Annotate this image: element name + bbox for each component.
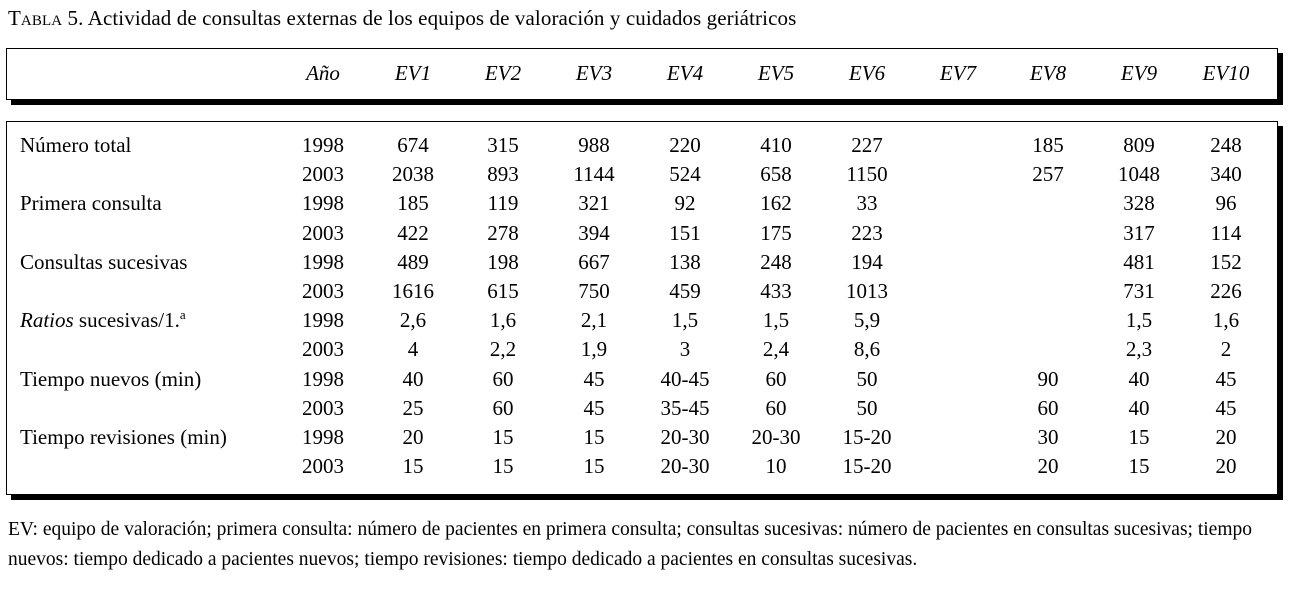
table-cell: 2,4 [762, 337, 790, 362]
table-cell: 20 [1215, 425, 1237, 449]
row-year: 1998 [302, 249, 344, 274]
table-cell: 15 [1128, 454, 1150, 479]
row-year: 1998 [302, 191, 344, 216]
table-cell: 226 [1210, 279, 1242, 303]
column-header: Año [306, 61, 340, 85]
row-label: Número total [20, 133, 132, 157]
row-year: 1998 [302, 308, 344, 333]
table-cell: 33 [856, 191, 878, 216]
table-cell: 1,5 [671, 308, 699, 333]
table-cell: 151 [669, 220, 701, 245]
table-cell: 731 [1123, 279, 1155, 303]
row-label: Consultas sucesivas [20, 249, 188, 274]
table-cell: 20 [402, 425, 424, 449]
column-header: EV5 [757, 61, 795, 85]
table-cell: 15 [492, 454, 514, 479]
table-cell: 96 [1215, 191, 1237, 216]
table-cell: 658 [760, 162, 792, 187]
table-cell: 45 [1215, 366, 1237, 391]
table-cell: 40 [402, 366, 424, 391]
table-cell: 15-20 [842, 454, 892, 479]
table-cell: 750 [578, 279, 610, 303]
table-cell: 674 [397, 133, 429, 157]
table-cell: 524 [669, 162, 701, 187]
table-cell: 1,5 [1125, 308, 1153, 333]
table-cell: 20-30 [660, 454, 710, 479]
table-cell: 8,6 [853, 337, 881, 362]
row-year: 1998 [302, 425, 344, 449]
table-cell: 3 [679, 337, 691, 362]
table-cell: 328 [1123, 191, 1155, 216]
column-header: EV1 [394, 61, 432, 85]
table-header-box [6, 48, 1278, 100]
table-cell: 185 [1032, 133, 1064, 157]
table-cell: 20 [1037, 454, 1059, 479]
table-cell: 257 [1032, 162, 1064, 187]
table-cell: 50 [856, 395, 878, 420]
table-cell: 15 [583, 454, 605, 479]
table-cell: 1150 [846, 162, 888, 187]
table-cell: 2,1 [580, 308, 608, 333]
row-year: 1998 [302, 133, 344, 157]
table-cell: 90 [1037, 366, 1059, 391]
table-cell: 152 [1210, 249, 1242, 274]
row-year: 1998 [302, 366, 344, 391]
table-cell: 410 [760, 133, 792, 157]
table-cell: 60 [492, 366, 514, 391]
table-cell: 321 [578, 191, 610, 216]
table-cell: 394 [578, 220, 610, 245]
table-cell: 667 [578, 249, 610, 274]
table-cell: 223 [851, 220, 883, 245]
table-cell: 35-45 [660, 395, 710, 420]
row-label-italic: Ratios [20, 308, 74, 333]
table-cell: 60 [1037, 395, 1059, 420]
row-year: 2003 [302, 162, 344, 187]
column-header: EV6 [848, 61, 886, 85]
table-cell: 198 [487, 249, 519, 274]
table-cell: 1,5 [762, 308, 790, 333]
table-cell: 45 [583, 395, 605, 420]
table-cell: 92 [674, 191, 696, 216]
table-cell: 248 [760, 249, 792, 274]
column-header: EV3 [575, 61, 613, 85]
table-cell: 1,6 [489, 308, 517, 333]
table-cell: 227 [851, 133, 883, 157]
table-cell: 40 [1128, 366, 1150, 391]
table-cell: 220 [669, 133, 701, 157]
column-header: EV2 [484, 61, 522, 85]
table-cell: 5,9 [853, 308, 881, 333]
table-cell: 15 [492, 425, 514, 449]
table-cell: 433 [760, 279, 792, 303]
table-cell: 50 [856, 366, 878, 391]
table-cell: 809 [1123, 133, 1155, 157]
column-header: EV7 [939, 61, 977, 85]
table-cell: 340 [1210, 162, 1242, 187]
column-header: EV10 [1202, 61, 1250, 85]
row-year: 2003 [302, 454, 344, 479]
table-cell: 2,6 [399, 308, 427, 333]
table-cell: 459 [669, 279, 701, 303]
caption-number: 5. [67, 6, 84, 30]
table-cell: 317 [1123, 220, 1155, 245]
table-caption [8, 6, 796, 31]
table-cell: 893 [487, 162, 519, 187]
row-year: 2003 [302, 220, 344, 245]
table-cell: 15-20 [842, 425, 892, 449]
table-cell: 20 [1215, 454, 1237, 479]
table-cell: 10 [765, 454, 787, 479]
table-cell: 25 [402, 395, 424, 420]
table-cell: 138 [669, 249, 701, 274]
table-cell: 194 [851, 249, 883, 274]
table-cell: 60 [765, 395, 787, 420]
table-cell: 30 [1037, 425, 1059, 449]
table-cell: 119 [487, 191, 519, 216]
table-cell: 40-45 [660, 366, 710, 391]
table-cell: 162 [760, 191, 792, 216]
row-label: Primera consulta [20, 191, 162, 216]
row-label: Tiempo nuevos (min) [20, 366, 202, 391]
table-cell: 2,2 [489, 337, 517, 362]
column-header: EV8 [1029, 61, 1067, 85]
table-cell: 45 [1215, 395, 1237, 420]
row-year: 2003 [302, 279, 344, 303]
table-cell: 185 [397, 191, 429, 216]
table-cell: 15 [583, 425, 605, 449]
table-cell: 278 [487, 220, 519, 245]
row-label-superscript: a [179, 307, 186, 323]
table-cell: 1616 [392, 279, 434, 303]
row-label-rest: sucesivas/1. [73, 308, 180, 333]
table-cell: 988 [578, 133, 610, 157]
table-cell: 20-30 [751, 425, 801, 449]
table-cell: 422 [397, 220, 429, 245]
table-cell: 15 [402, 454, 424, 479]
table-cell: 248 [1210, 133, 1242, 157]
caption-prefix: Tabla [8, 6, 63, 30]
table-cell: 114 [1210, 220, 1242, 245]
column-header: EV9 [1120, 61, 1158, 85]
table-cell: 315 [487, 133, 519, 157]
table-cell: 1144 [573, 162, 615, 187]
row-label: Tiempo revisiones (min) [20, 425, 227, 449]
table-cell: 1013 [846, 279, 888, 303]
table-cell: 4 [407, 337, 419, 362]
row-label [20, 307, 186, 333]
table-cell: 15 [1128, 425, 1150, 449]
table-cell: 175 [760, 220, 792, 245]
table-cell: 1,9 [580, 337, 608, 362]
table-cell: 1,6 [1212, 308, 1240, 333]
table-cell: 2 [1220, 337, 1232, 362]
column-header: EV4 [666, 61, 704, 85]
row-year: 2003 [302, 395, 344, 420]
table-cell: 1048 [1118, 162, 1160, 187]
table-cell: 60 [492, 395, 514, 420]
table-cell: 45 [583, 366, 605, 391]
table-cell: 20-30 [660, 425, 710, 449]
table-cell: 60 [765, 366, 787, 391]
table-cell: 2,3 [1125, 337, 1153, 362]
table-cell: 615 [487, 279, 519, 303]
table-cell: 489 [397, 249, 429, 274]
caption-title: Actividad de consultas externas de los equipos de valoración y cuidados geriátricos [87, 6, 797, 30]
row-year: 2003 [302, 337, 344, 362]
table-cell: 481 [1123, 249, 1155, 274]
table-cell: 2038 [392, 162, 434, 187]
table-footnote: EV: equipo de valoración; primera consulta: número de pacientes en primera consulta; consultas sucesivas: número de pacientes en consultas sucesivas; tiempo nuevos: tiempo dedicado a pacientes nuevos; tiempo revisiones: tiempo dedicado a pacientes en consultas sucesivas. [8, 519, 1253, 570]
table-cell: 40 [1128, 395, 1150, 420]
